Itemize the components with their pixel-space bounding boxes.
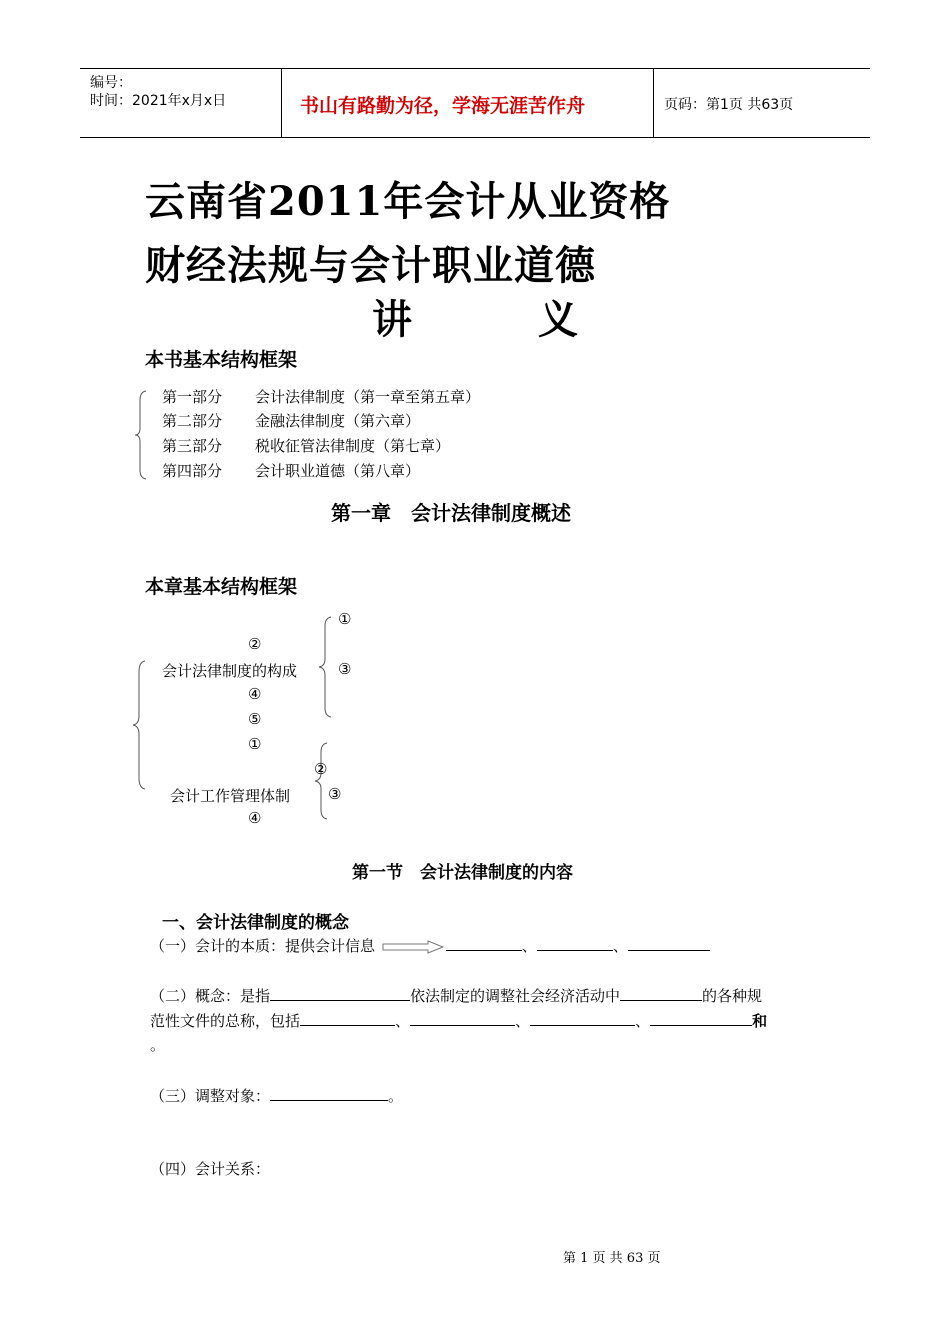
separator: 、 (612, 937, 628, 955)
blank (620, 984, 702, 1001)
part-name: 第二部分 (162, 412, 223, 430)
item2-mid: 依法制定的调整社会经济活动中 (410, 987, 621, 1005)
separator: 、 (395, 1012, 411, 1030)
part-name: 第三部分 (162, 437, 223, 455)
item2-label: （二）概念：是指 (150, 987, 271, 1005)
time-label: 时间：2021年x月x日 (90, 93, 227, 109)
blank (270, 1084, 388, 1101)
page-footer: 第 1 页 共 63 页 (563, 1251, 661, 1266)
item2-and: 和 (752, 1012, 768, 1030)
circled-mark: ⑤ (248, 710, 262, 728)
separator: 、 (515, 1012, 531, 1030)
item2-dot: 。 (150, 1036, 166, 1054)
chapter-title: 第一章 会计法律制度概述 (331, 501, 571, 525)
part-desc: 税收征管法律制度（第七章） (255, 437, 451, 455)
circled-mark: ③ (338, 660, 352, 678)
part-desc: 会计法律制度（第一章至第五章） (255, 388, 481, 406)
blank (628, 934, 710, 951)
outer-brace (132, 660, 146, 790)
header-divider (653, 69, 654, 137)
blank (650, 1009, 752, 1026)
separator: 、 (521, 937, 537, 955)
arrow-icon (382, 940, 444, 954)
book-framework-heading: 本书基本结构框架 (145, 349, 298, 371)
item3-end: 。 (388, 1087, 404, 1105)
blank (530, 1009, 635, 1026)
header-divider (281, 69, 282, 137)
blank (270, 984, 410, 1001)
group1-label: 会计法律制度的构成 (162, 662, 298, 680)
subsection-title: 一、会计法律制度的概念 (162, 913, 349, 933)
part-name: 第四部分 (162, 462, 223, 480)
number-label: 编号： (90, 75, 132, 91)
group2-label: 会计工作管理体制 (170, 787, 291, 805)
item2-end: 的各种规 (702, 987, 763, 1005)
item3-line (150, 1084, 403, 1106)
item1-line (150, 934, 710, 956)
page-info: 页码：第1页 共63页 (664, 97, 794, 113)
item2-line1 (150, 984, 762, 1006)
separator: 、 (635, 1012, 651, 1030)
part-name: 第一部分 (162, 388, 223, 406)
item2-line2 (150, 1009, 767, 1031)
title-line-1: 云南省2011年会计从业资格 (145, 178, 671, 225)
part-desc: 会计职业道德（第八章） (255, 462, 421, 480)
item4-label: （四）会计关系： (150, 1160, 271, 1178)
chapter-framework-heading: 本章基本结构框架 (145, 576, 298, 598)
circled-mark: ④ (248, 685, 262, 703)
motto: 书山有路勤为径，学海无涯苦作舟 (300, 95, 586, 117)
circled-mark: ① (338, 610, 352, 628)
blank (537, 934, 613, 951)
left-brace (134, 390, 148, 480)
circled-mark: ④ (248, 809, 262, 827)
section-title: 第一节 会计法律制度的内容 (352, 863, 573, 883)
item2-line2-text: 范性文件的总称，包括 (150, 1012, 301, 1030)
circled-mark: ② (314, 760, 328, 778)
title-line-3b: 义 (538, 296, 579, 343)
title-line-3a: 讲 (372, 296, 413, 343)
circled-mark: ① (248, 735, 262, 753)
circled-mark: ③ (328, 785, 342, 803)
blank (410, 1009, 515, 1026)
circled-mark: ② (248, 635, 262, 653)
item3-label: （三）调整对象： (150, 1087, 271, 1105)
group1-brace (318, 616, 332, 718)
blank (300, 1009, 395, 1026)
group2-brace (314, 742, 328, 820)
item1-label: （一）会计的本质：提供会计信息 (150, 937, 376, 955)
part-desc: 金融法律制度（第六章） (255, 412, 421, 430)
blank (446, 934, 522, 951)
title-line-2: 财经法规与会计职业道德 (145, 242, 596, 289)
